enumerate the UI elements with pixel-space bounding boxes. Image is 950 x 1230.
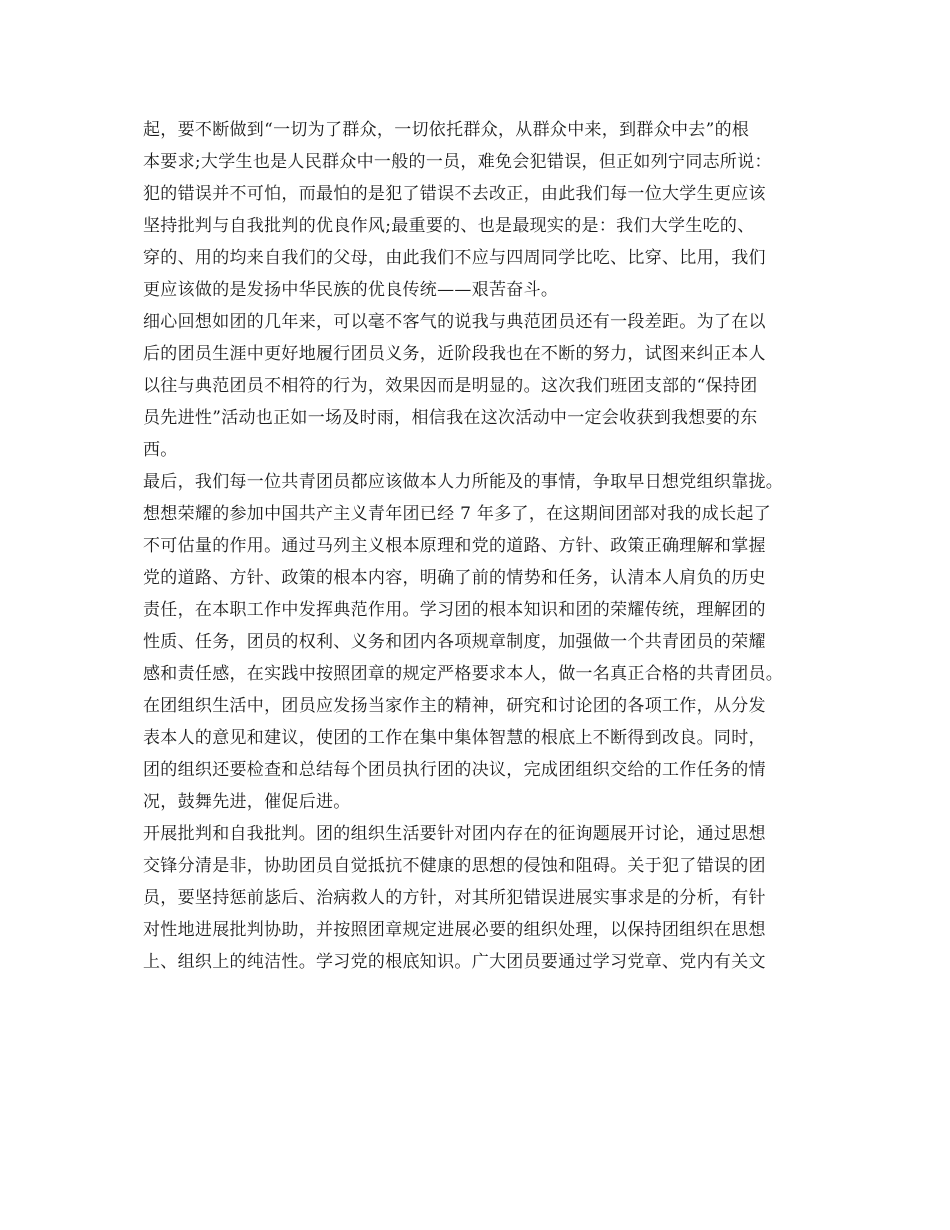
text-line: 况，鼓舞先进，催促后进。 — [143, 792, 351, 812]
text-line: 不可估量的作用。通过马列主义根本原理和党的道路、方针、政策正确理解和掌握 — [143, 536, 766, 556]
text-line: 表本人的意见和建议，使团的工作在集中集体智慧的根底上不断得到改良。同时， — [143, 728, 766, 748]
text-line: 犯的错误并不可怕，而最怕的是犯了错误不去改正，由此我们每一位大学生更应该 — [143, 184, 766, 204]
text-line: 更应该做的是发扬中华民族的优良传统——艰苦奋斗。 — [143, 280, 559, 300]
text-line: 感和责任感，在实践中按照团章的规定严格要求本人，做一名真正合格的共青团员。 — [143, 664, 784, 684]
text-line: 细心回想如团的几年来，可以毫不客气的说我与典范团员还有一段差距。为了在以 — [143, 312, 766, 332]
text-line: 坚持批判与自我批判的优良作风;最重要的、也是最现实的是：我们大学生吃的、 — [143, 216, 755, 236]
text-line: 以往与典范团员不相符的行为，效果因而是明显的。这次我们班团支部的“保持团 — [143, 376, 758, 396]
text-line: 后的团员生涯中更好地履行团员义务，近阶段我也在不断的努力，试图来纠正本人 — [143, 344, 766, 364]
text-line: 性质、任务，团员的权利、义务和团内各项规章制度，加强做一个共青团员的荣耀 — [143, 632, 766, 652]
text-line: 开展批判和自我批判。团的组织生活要针对团内存在的征询题展开讨论，通过思想 — [143, 824, 766, 844]
text-line: 起，要不断做到“一切为了群众，一切依托群众，从群众中来，到群众中去”的根 — [143, 120, 750, 140]
text-line: 上、组织上的纯洁性。学习党的根底知识。广大团员要通过学习党章、党内有关文 — [143, 952, 766, 972]
text-line: 想想荣耀的参加中国共产主义青年团已经 7 年多了，在这期间团部对我的成长起了 — [143, 504, 772, 524]
text-line: 最后，我们每一位共青团员都应该做本人力所能及的事情，争取早日想党组织靠拢。 — [143, 472, 784, 492]
text-line: 责任，在本职工作中发挥典范作用。学习团的根本知识和团的荣耀传统，理解团的 — [143, 600, 766, 620]
text-line: 交锋分清是非，协助团员自觉抵抗不健康的思想的侵蚀和阻碍。关于犯了错误的团 — [143, 856, 766, 876]
text-line: 员，要坚持惩前毖后、治病救人的方针，对其所犯错误进展实事求是的分析，有针 — [143, 888, 766, 908]
text-line: 团的组织还要检查和总结每个团员执行团的决议，完成团组织交给的工作任务的情 — [143, 760, 766, 780]
document-body — [143, 114, 833, 978]
text-line: 穿的、用的均来自我们的父母，由此我们不应与四周同学比吃、比穿、比用，我们 — [143, 248, 766, 268]
text-line: 对性地进展批判协助，并按照团章规定进展必要的组织处理，以保持团组织在思想 — [143, 920, 766, 940]
text-line: 员先进性”活动也正如一场及时雨，相信我在这次活动中一定会收获到我想要的东 — [143, 408, 758, 428]
text-line: 本要求;大学生也是人民群众中一般的一员，难免会犯错误，但正如列宁同志所说： — [143, 152, 772, 172]
text-line: 在团组织生活中，团员应发扬当家作主的精神，研究和讨论团的各项工作，从分发 — [143, 696, 766, 716]
text-line: 西。 — [143, 440, 178, 460]
text-line: 党的道路、方针、政策的根本内容，明确了前的情势和任务，认清本人肩负的历史 — [143, 568, 766, 588]
